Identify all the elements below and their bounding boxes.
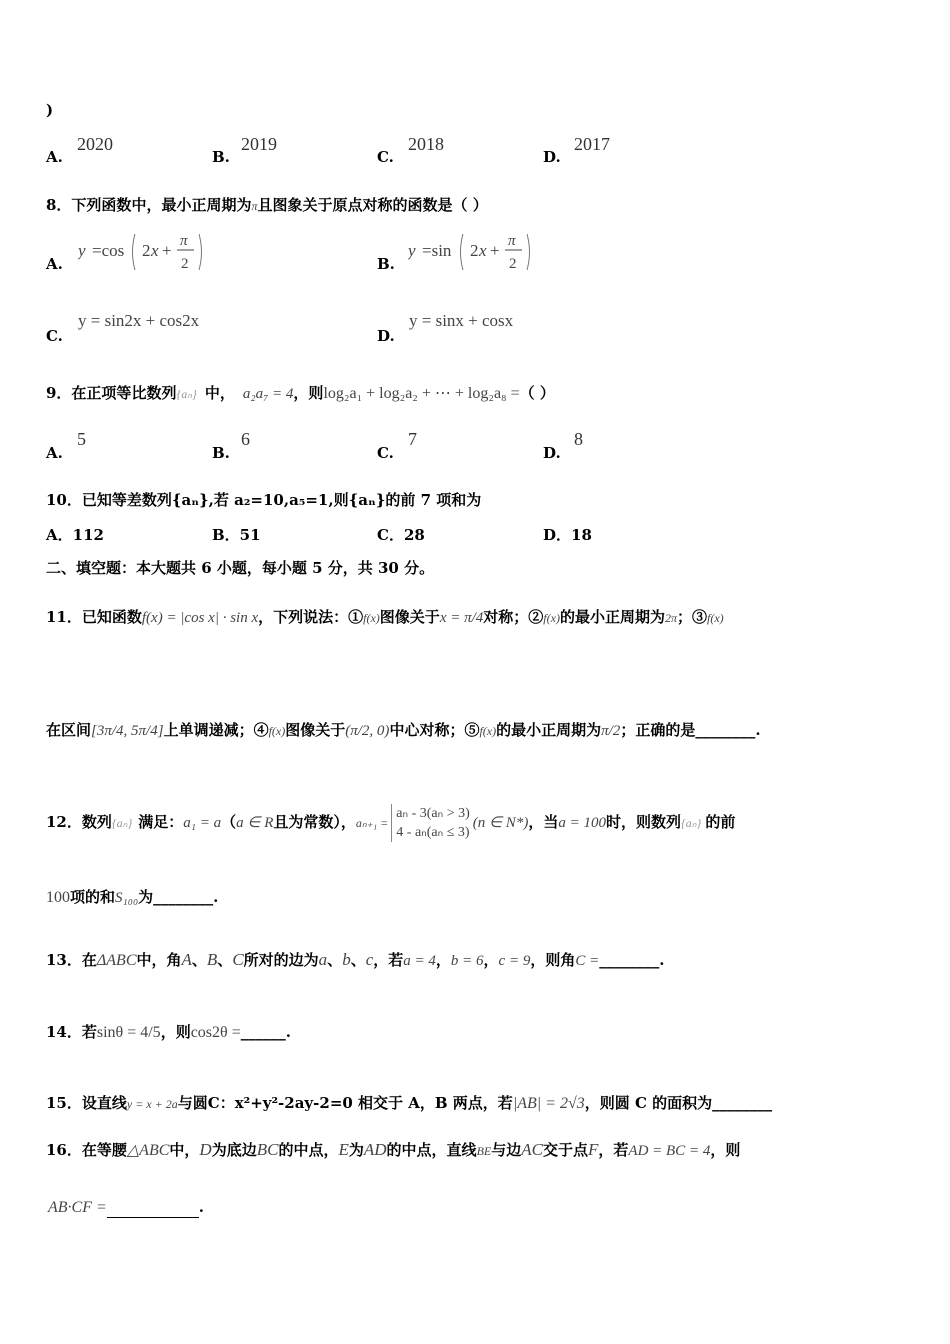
question-16-line1: 16．在等腰△ABC中，D为底边BC的中点，E为AD的中点，直线BE与边AC交于点F，若AD = BC = 4，则: [46, 1140, 741, 1159]
q8-option-a-expr: [78, 228, 218, 280]
q8-option-c-expr: y = sin2x + cos2x: [78, 311, 200, 330]
option-d-value: 8: [574, 429, 583, 449]
question-8-stem: 8．下列函数中，最小正周期为π且图象关于原点对称的函数是（ ）: [46, 196, 488, 214]
option-d-value: 2017: [574, 134, 610, 154]
q8-option-b: B.: [377, 255, 395, 273]
sin-expression: [408, 228, 548, 276]
question-11-line1: 11．已知函数f(x) = |cos x| · sin x，下列说法：①f(x)图像关于x = π/4对称；②f(x)的最小正周期为2π；③f(x): [46, 608, 724, 626]
option-a-value: 2020: [77, 134, 113, 154]
svg-text:=cos: =cos: [92, 241, 125, 260]
svg-text:+: +: [162, 241, 172, 260]
symmetry-axis: x = π/4: [439, 610, 484, 626]
question-12-line2: 100项的和S₁₀₀为________.: [46, 888, 219, 906]
question-10-stem: 10．已知等差数列{aₙ},若 a₂=10,a₅=1,则{aₙ}的前 7 项和为: [46, 491, 482, 509]
svg-text:π: π: [180, 233, 188, 249]
svg-text:x: x: [479, 241, 487, 260]
piecewise: aₙ - 3(aₙ > 3) 4 - aₙ(aₙ ≤ 3): [391, 804, 469, 842]
svg-text:y: y: [408, 241, 416, 260]
svg-text:=sin: =sin: [422, 241, 452, 260]
answer-blank[interactable]: [107, 1217, 199, 1218]
question-11-line2: 在区间[3π/4, 5π/4]上单调递减；④f(x)图像关于(π/2, 0)中心对称；⑤f(x)的最小正周期为π/2；正确的是________.: [46, 721, 761, 739]
q8-option-a: A.: [46, 255, 63, 273]
option-d: D．18: [543, 526, 592, 544]
option-c-value: 7: [408, 429, 417, 449]
option-d: D.: [543, 148, 561, 166]
option-a: A．112: [46, 526, 104, 544]
question-9-stem: 9．在正项等比数列{aₙ} 中， a₂a₇ = 4，则log₂a₁ + log₂a₂ + ⋯ + log₂a₈ =（ ）: [46, 384, 555, 402]
option-b-value: 2019: [241, 134, 277, 154]
question-16-line2: AB·CF = .: [48, 1198, 205, 1216]
cos-expression: [78, 228, 218, 276]
option-b: B．51: [212, 526, 261, 544]
sequence-an: {aₙ}: [176, 387, 197, 401]
question-14: 14．若sinθ = 4/5，则cos2θ =______.: [46, 1023, 291, 1041]
q8-option-b-expr: [408, 228, 548, 280]
option-a: A.: [46, 444, 63, 462]
section-heading: 二、填空题：本大题共 6 小题，每小题 5 分，共 30 分。: [46, 559, 435, 577]
option-c-value: 2018: [408, 134, 444, 154]
interval: [3π/4, 5π/4]: [91, 723, 164, 739]
option-a: A.: [46, 148, 63, 166]
svg-text:π: π: [508, 233, 516, 249]
svg-text:+: +: [490, 241, 500, 260]
question-12-line1: 12．数列{aₙ} 满足：a₁ = a（a ∈ R且为常数），aₙ₊₁ = aₙ - 3(aₙ > 3) 4 - aₙ(aₙ ≤ 3) (n ∈ N*)，当a = 100时，则数列{aₙ} 的前: [46, 806, 736, 840]
option-c: C.: [377, 148, 394, 166]
option-c: C．28: [377, 526, 425, 544]
option-b-value: 6: [241, 429, 250, 449]
svg-text:y: y: [78, 241, 86, 260]
svg-text:2: 2: [181, 256, 189, 272]
question-13: 13．在ΔABC中，角A、B、C所对的边为a、b、c，若a = 4，b = 6，c = 9，则角C =________.: [46, 950, 665, 969]
option-a-value: 5: [77, 429, 86, 449]
svg-text:x: x: [151, 241, 159, 260]
condition: a₂a₇ = 4: [242, 386, 294, 402]
option-c: C.: [377, 444, 394, 462]
question-7-tail: ): [46, 101, 54, 119]
center-point: (π/2, 0): [345, 723, 390, 739]
svg-text:2: 2: [470, 241, 479, 260]
function-def: f(x) = |cos x| · sin x: [141, 610, 259, 626]
q8-option-d: D.: [377, 327, 395, 345]
q8-option-c: C.: [46, 327, 63, 345]
option-d: D.: [543, 444, 561, 462]
option-b: B.: [212, 148, 230, 166]
q8-option-d-expr: y = sinx + cosx: [409, 311, 514, 330]
svg-text:2: 2: [142, 241, 151, 260]
option-b: B.: [212, 444, 230, 462]
pi-symbol: π: [251, 199, 258, 213]
svg-text:2: 2: [509, 256, 517, 272]
question-15: 15．设直线y = x + 2a与圆C：x²+y²-2ay-2=0 相交于 A，B 两点，若|AB| = 2√3，则圆 C 的面积为________: [46, 1094, 773, 1112]
log-sum: log₂a₁ + log₂a₂ + ⋯ + log₂a₈ =: [323, 385, 520, 402]
